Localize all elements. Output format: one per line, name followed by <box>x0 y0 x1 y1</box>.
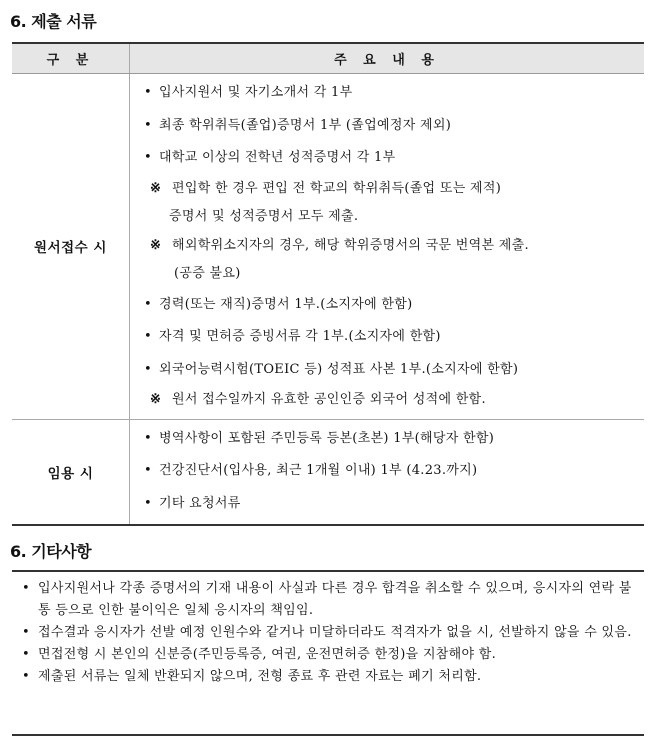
bullet-icon: • <box>144 495 152 511</box>
item-text: 편입학 한 경우 편입 전 학교의 학위취득(졸업 또는 제적) <box>172 180 502 196</box>
list-item <box>144 354 644 387</box>
list-item <box>144 455 644 488</box>
list-item <box>144 175 644 204</box>
list-item <box>144 142 644 175</box>
bullet-icon: • <box>22 647 30 662</box>
section-title-documents: 6. 제출 서류 <box>10 12 97 31</box>
misc-item-text: 접수결과 응시자가 선발 예정 인원수와 같거나 미달하더라도 적격자가 없을 시, 선발하지 않을 수 있음. <box>38 625 632 640</box>
row-content-appointment <box>130 419 645 525</box>
misc-item <box>22 622 644 644</box>
item-text: 건강진단서(입사용, 최근 1개월 이내) 1부 (4.23.까지) <box>159 463 478 478</box>
bullet-icon: • <box>144 361 152 377</box>
misc-item-text: 제출된 서류는 일체 반환되지 않으며, 전형 종료 후 관련 자료는 폐기 처리함. <box>38 669 482 684</box>
bullet-icon: • <box>144 430 152 446</box>
bullet-icon: • <box>22 625 30 640</box>
bullet-icon: • <box>144 85 152 100</box>
item-text: 원서 접수일까지 유효한 공인인증 외국어 성적에 한함. <box>172 392 486 407</box>
column-header-content: 주 요 내 용 <box>130 43 645 74</box>
item-text: 입사지원서 및 자기소개서 각 1부 <box>159 85 353 100</box>
note-mark-icon: ※ <box>150 392 162 407</box>
list-item <box>144 386 644 415</box>
section-title-misc: 6. 기타사항 <box>10 542 92 561</box>
column-header-category: 구 분 <box>12 43 130 74</box>
misc-notes-box <box>12 570 644 736</box>
table-row <box>12 419 644 525</box>
item-text: 병역사항이 포함된 주민등록 등본(초본) 1부(해당자 한함) <box>159 430 495 446</box>
item-text: (공증 불요) <box>174 266 241 281</box>
bullet-icon: • <box>144 296 152 312</box>
list-item <box>144 260 644 289</box>
list-item <box>144 321 644 354</box>
item-text: 외국어능력시험(TOEIC 등) 성적표 사본 1부.(소지자에 한함) <box>159 361 519 377</box>
table-header-row <box>12 43 644 74</box>
item-text: 증명서 및 성적증명서 모두 제출. <box>169 209 359 224</box>
bullet-icon: • <box>144 329 152 344</box>
list-item <box>144 289 644 322</box>
bullet-icon: • <box>144 150 152 165</box>
bullet-icon: • <box>144 117 152 133</box>
item-text: 경력(또는 재직)증명서 1부.(소지자에 한함) <box>159 296 413 312</box>
misc-item-text: 면접전형 시 본인의 신분증(주민등록증, 여권, 운전면허증 한정)을 지참해야 함. <box>38 647 497 662</box>
misc-item <box>22 644 644 666</box>
list-item <box>144 423 644 456</box>
bullet-icon: • <box>22 669 30 684</box>
item-text: 자격 및 면허증 증빙서류 각 1부.(소지자에 한함) <box>159 329 441 344</box>
row-label-appointment: 임용 시 <box>12 419 130 525</box>
list-item <box>144 203 644 232</box>
misc-list <box>12 572 644 688</box>
misc-item <box>22 578 644 622</box>
table-row <box>12 74 644 420</box>
list-item <box>144 77 644 110</box>
row-content-application <box>130 74 645 420</box>
item-text: 해외학위소지자의 경우, 해당 학위증명서의 국문 번역본 제출. <box>172 237 529 253</box>
item-text: 기타 요청서류 <box>159 495 241 511</box>
row-label-application: 원서접수 시 <box>12 74 130 420</box>
item-text: 대학교 이상의 전학년 성적증명서 각 1부 <box>159 150 396 165</box>
documents-table <box>12 42 644 526</box>
list-item <box>144 488 644 521</box>
bullet-icon: • <box>144 463 152 478</box>
misc-item-text: 입사지원서나 각종 증명서의 기재 내용이 사실과 다른 경우 합격을 취소할 수 있으며, 응시자의 연락 불통 등으로 인한 불이익은 일체 응시자의 책임임. <box>38 581 632 618</box>
list-item <box>144 110 644 143</box>
list-item <box>144 232 644 261</box>
item-text: 최종 학위취득(졸업)증명서 1부 (졸업예정자 제외) <box>159 117 452 133</box>
note-mark-icon: ※ <box>150 237 162 253</box>
misc-item <box>22 666 644 688</box>
bullet-icon: • <box>22 581 30 596</box>
note-mark-icon: ※ <box>150 180 162 196</box>
